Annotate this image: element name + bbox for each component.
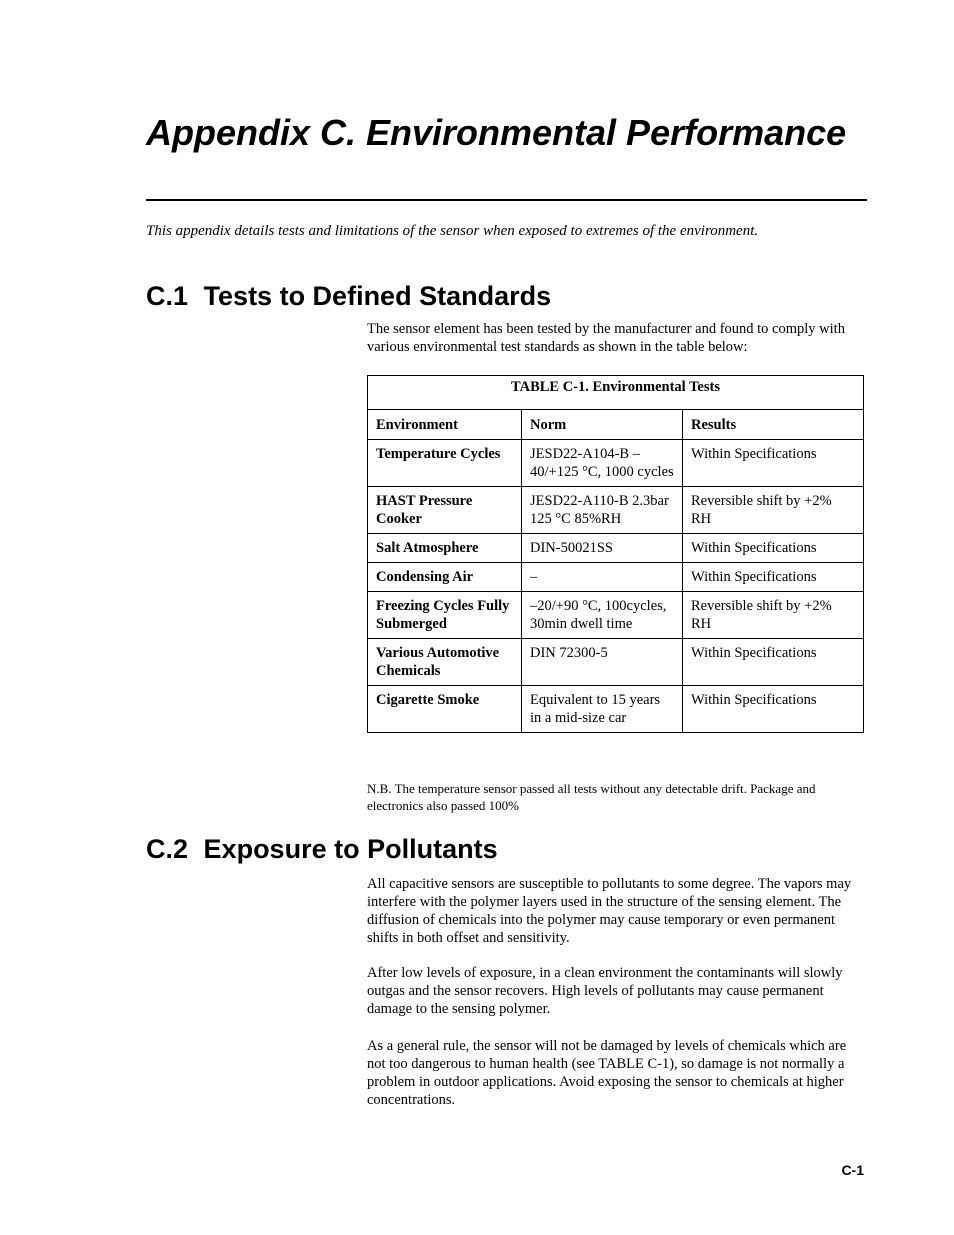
cell-environment: Temperature Cycles — [368, 440, 522, 487]
cell-results: Within Specifications — [683, 534, 864, 563]
table-row — [368, 686, 864, 733]
cell-environment: Cigarette Smoke — [368, 686, 522, 733]
section-c2-paragraph-1: All capacitive sensors are susceptible to pollutants to some degree. The vapors may interfere with the polymer layers used in the structure of the sensing element. The diffusion of chemicals into the polymer may cause temporary or even permanent shifts in both offset and sensitivity. — [367, 876, 852, 946]
cell-norm: Equivalent to 15 years in a mid-size car — [522, 686, 683, 733]
cell-results: Reversible shift by +2% RH — [683, 487, 864, 534]
section-heading-c1 — [146, 280, 551, 312]
table-header-row — [368, 410, 864, 440]
cell-results: Within Specifications — [683, 440, 864, 487]
table-row — [368, 487, 864, 534]
table-row — [368, 563, 864, 592]
cell-environment: HAST Pressure Cooker — [368, 487, 522, 534]
column-header-norm: Norm — [522, 410, 683, 440]
section-title: Tests to Defined Standards — [203, 281, 552, 311]
section-c2-paragraph-2: After low levels of exposure, in a clean environment the contaminants will slowly outgas and the sensor recovers. High levels of pollutants may cause permanent damage to the sensing polymer. — [367, 965, 843, 1017]
table-caption: TABLE C-1. Environmental Tests — [368, 376, 864, 410]
page-number: C-1 — [841, 1162, 864, 1178]
cell-environment: Freezing Cycles Fully Submerged — [368, 592, 522, 639]
cell-results: Reversible shift by +2% RH — [683, 592, 864, 639]
cell-norm: –20/+90 °C, 100cycles, 30min dwell time — [522, 592, 683, 639]
cell-environment: Condensing Air — [368, 563, 522, 592]
appendix-intro: This appendix details tests and limitations of the sensor when exposed to extremes of the environment. — [146, 223, 759, 239]
column-header-results: Results — [683, 410, 864, 440]
cell-norm: DIN-50021SS — [522, 534, 683, 563]
cell-results: Within Specifications — [683, 686, 864, 733]
table-row — [368, 534, 864, 563]
table-caption-row — [368, 376, 864, 410]
cell-environment: Various Automotive Chemicals — [368, 639, 522, 686]
section-heading-c2 — [146, 833, 498, 865]
cell-norm: – — [522, 563, 683, 592]
environmental-tests-table — [367, 375, 864, 733]
section-number: C.2 — [146, 834, 189, 864]
cell-norm: JESD22-A104-B –40/+125 °C, 1000 cycles — [522, 440, 683, 487]
cell-norm: DIN 72300-5 — [522, 639, 683, 686]
column-header-environment: Environment — [368, 410, 522, 440]
table-footnote: N.B. The temperature sensor passed all tests without any detectable drift. Package and electronics also passed 100% — [367, 781, 816, 813]
cell-environment: Salt Atmosphere — [368, 534, 522, 563]
section-number: C.1 — [146, 281, 189, 311]
table-row — [368, 440, 864, 487]
table-row — [368, 639, 864, 686]
section-title: Exposure to Pollutants — [203, 834, 498, 864]
cell-results: Within Specifications — [683, 563, 864, 592]
appendix-title: Appendix C. Environmental Performance — [146, 112, 847, 153]
section-c2-paragraph-3: As a general rule, the sensor will not be damaged by levels of chemicals which are not too dangerous to human health (see TABLE C-1), so damage is not normally a problem in outdoor applications. Avoid exposing the sensor to chemicals at higher concentrations. — [367, 1038, 847, 1108]
cell-results: Within Specifications — [683, 639, 864, 686]
table-row — [368, 592, 864, 639]
section-c1-paragraph: The sensor element has been tested by the manufacturer and found to comply with various environmental test standards as shown in the table below: — [367, 321, 845, 355]
cell-norm: JESD22-A110-B 2.3bar 125 °C 85%RH — [522, 487, 683, 534]
title-divider — [146, 199, 867, 201]
